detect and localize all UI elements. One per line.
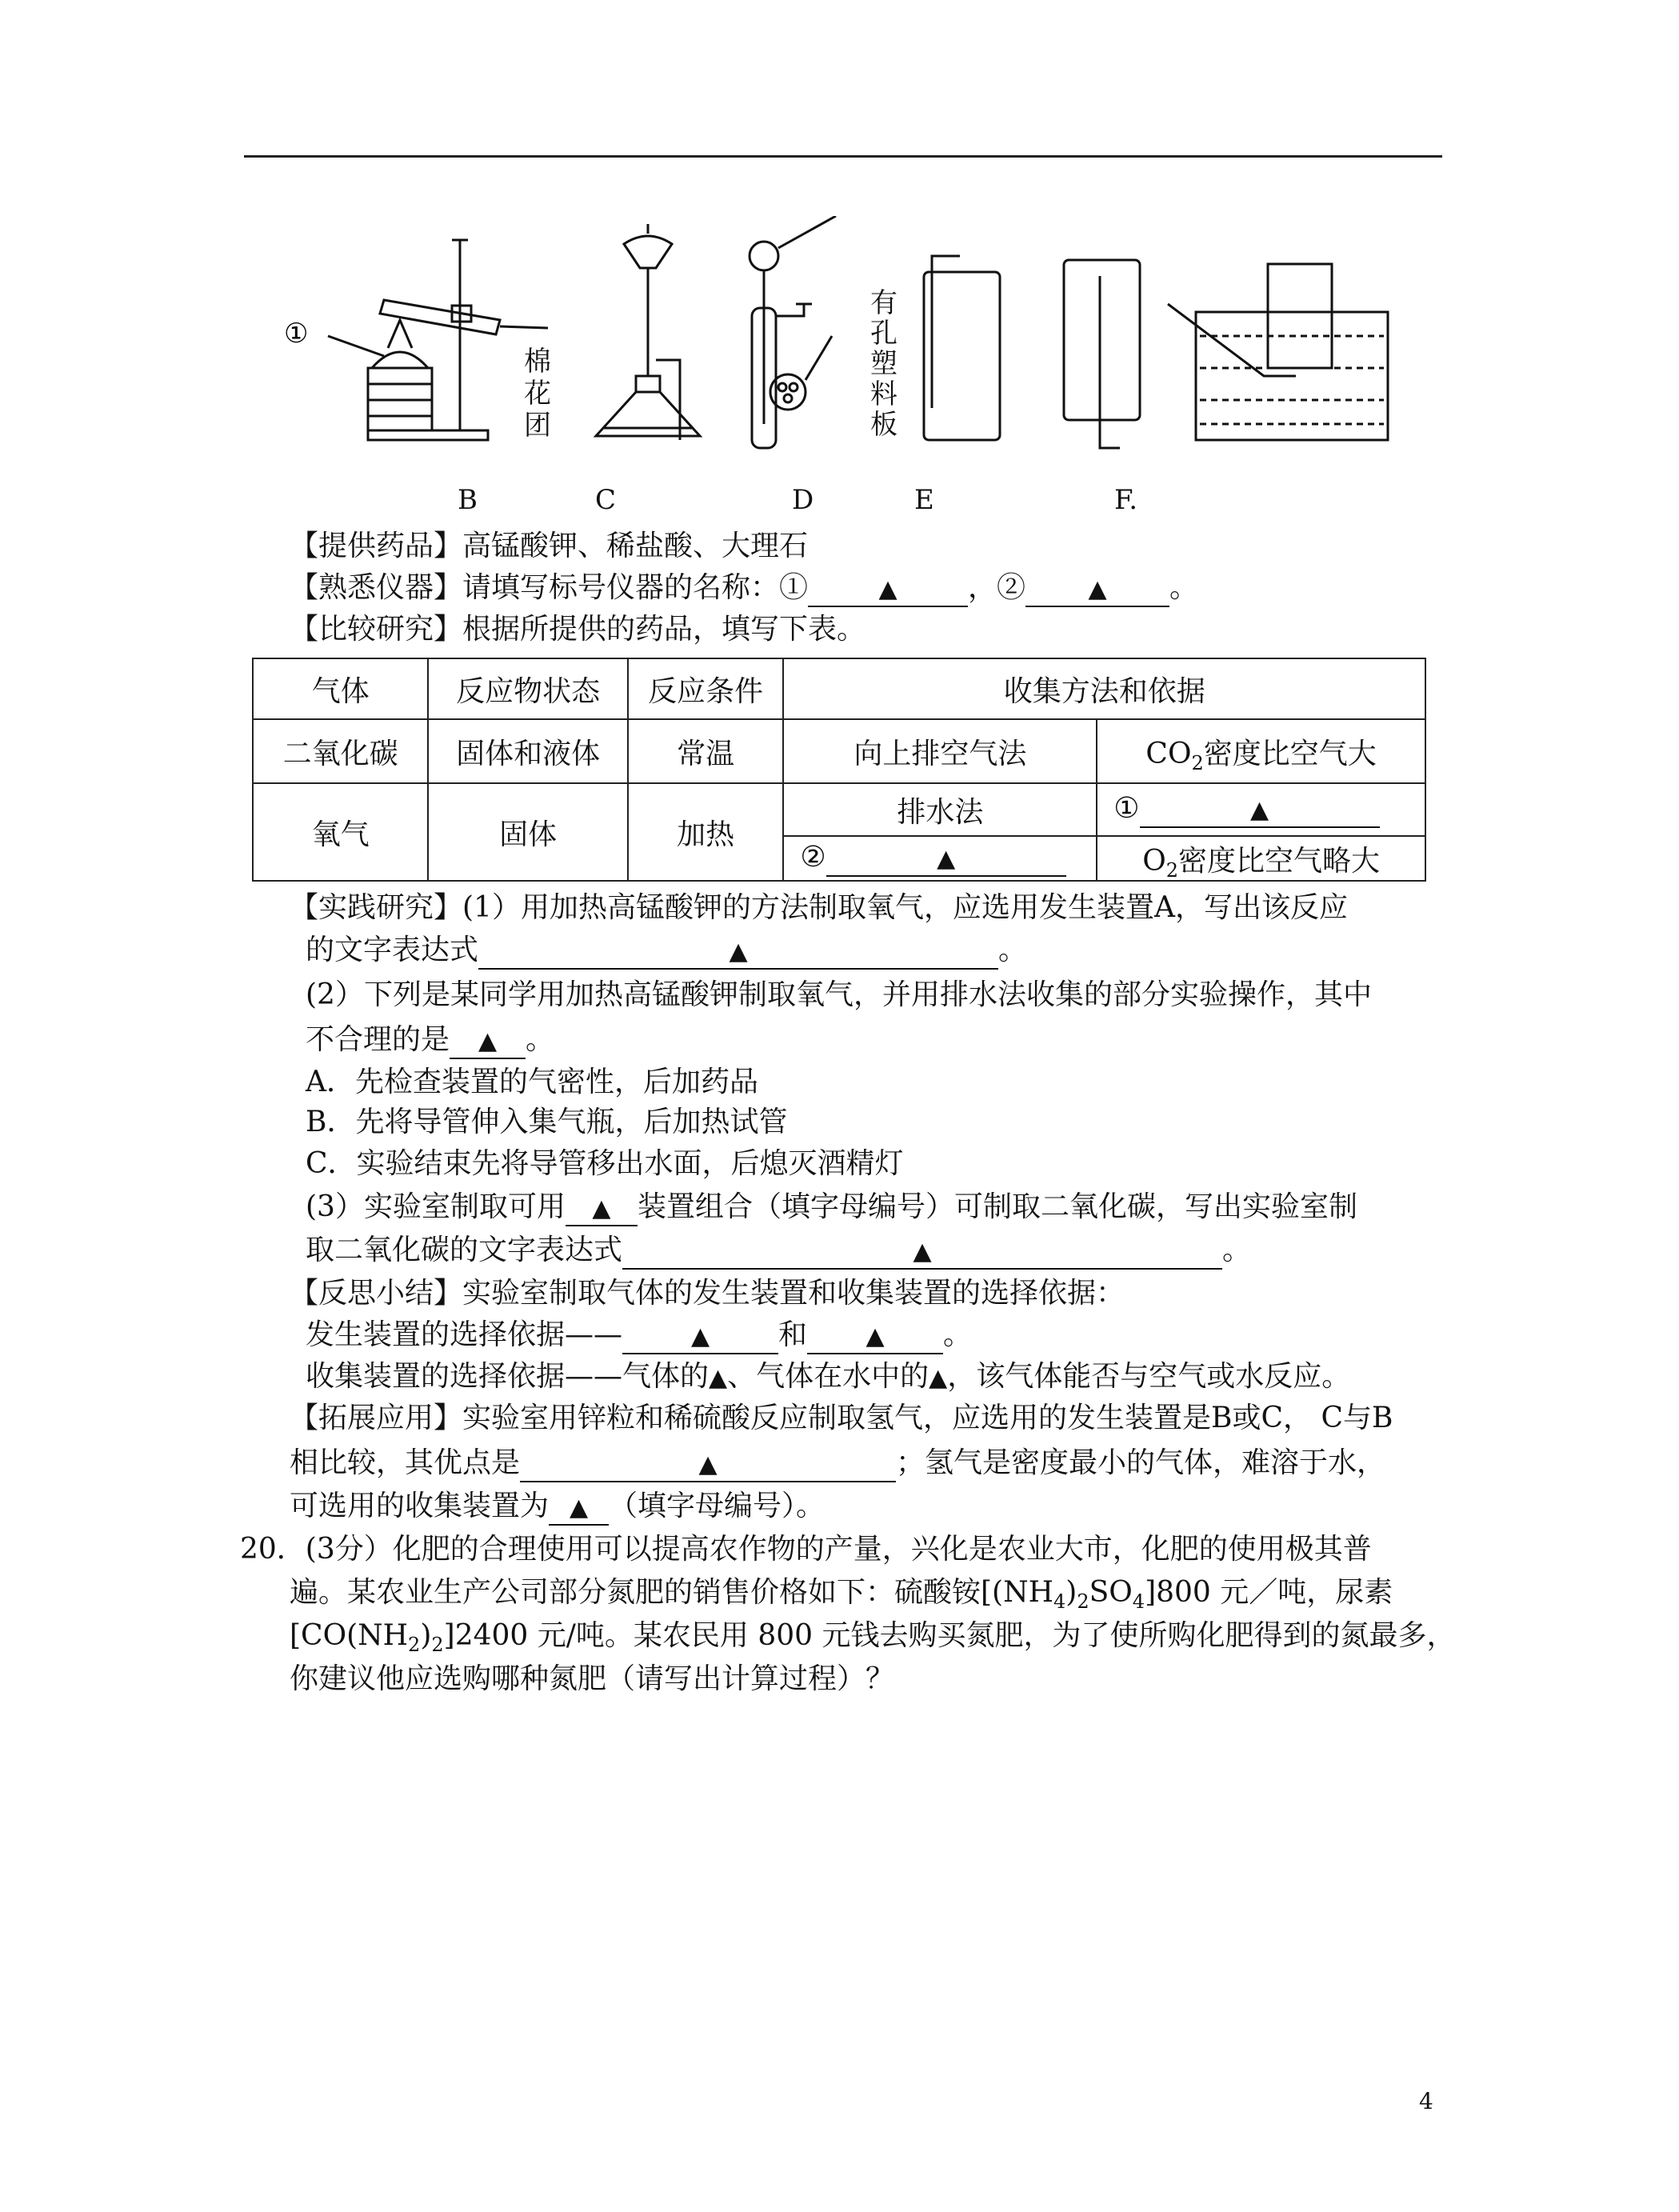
- cell-method: 向上排空气法: [783, 719, 1097, 783]
- practice-3-line-b: 取二氧化碳的文字表达式 ▲ 。: [306, 1232, 1251, 1270]
- cell-basis: $CO_2$密度比空气大: [1097, 719, 1425, 783]
- answer-blank-3[interactable]: ▲: [478, 934, 998, 970]
- header-rule: [244, 155, 1442, 158]
- label-circle-1: ①: [284, 318, 309, 350]
- option-b: B．先将导管伸入集气瓶，后加热试管: [306, 1106, 788, 1138]
- cell-method-blank[interactable]: ② ▲: [783, 836, 1097, 881]
- q20-line-a: 20．(3分）化肥的合理使用可以提高农作物的产量，兴化是农业大市，化肥的使用极其普: [240, 1533, 1372, 1566]
- table-header-row: [253, 658, 1425, 719]
- cell-gas: 二氧化碳: [253, 719, 428, 783]
- letter-d: D: [792, 484, 814, 516]
- page-number: 4: [1419, 2088, 1433, 2114]
- practice-3-line-a: (3）实验室制取可用 ▲ 装置组合（填字母编号）可制取二氧化碳，写出实验室制: [306, 1189, 1357, 1226]
- answer-blank-11[interactable]: ▲: [520, 1447, 896, 1482]
- col-basis: 收集装置的选择依据——气体的▲、气体在水中的▲，该气体能否与空气或水反应。: [306, 1360, 1351, 1393]
- answer-mark-9[interactable]: ▲: [709, 1364, 728, 1392]
- perforated-plate-label: 有孔塑料板: [870, 287, 897, 441]
- cell-condition: 加热: [628, 783, 784, 881]
- instruments-question: 【熟悉仪器】请填写标号仪器的名称：① ▲ ，② ▲ 。: [290, 570, 1198, 607]
- apparatus-c-test-tube: [750, 216, 836, 448]
- letter-e: E: [914, 484, 934, 516]
- reflect-heading: 【反思小结】实验室制取气体的发生装置和收集装置的选择依据：: [290, 1277, 1125, 1310]
- q20-line-b: 遍。某农业生产公司部分氮肥的销售价格如下：硫酸铵$[(NH_4)_2SO_4]800$ 元／吨，尿素: [290, 1576, 1393, 1614]
- letter-c: C: [595, 484, 617, 516]
- letter-f: F.: [1114, 484, 1138, 516]
- apparatus-f-water-trough: [1168, 264, 1388, 440]
- q20-line-d: 你建议他应选购哪种氮肥（请写出计算过程）？: [290, 1662, 895, 1695]
- cell-state: 固体: [428, 783, 627, 881]
- header-reactant-state: 反应物状态: [428, 658, 627, 719]
- answer-blank-6[interactable]: ▲: [622, 1234, 1222, 1270]
- answer-blank-4[interactable]: ▲: [450, 1024, 526, 1059]
- table-row-o2-a: [253, 783, 1425, 836]
- cell-basis: $O_2$密度比空气略大: [1097, 836, 1425, 881]
- cell-condition: 常温: [628, 719, 784, 783]
- apparatus-figure: [272, 216, 1440, 456]
- ext-line-b: 相比较，其优点是 ▲ ；氢气是密度最小的气体，难溶于水，: [290, 1445, 1385, 1482]
- answer-mark-10[interactable]: ▲: [929, 1364, 948, 1392]
- apparatus-b-flask-funnel: [596, 224, 700, 440]
- gen-basis: 发生装置的选择依据—— ▲ 和 ▲ 。: [306, 1317, 972, 1354]
- table-row-co2: [253, 719, 1425, 783]
- q20-line-c: $[CO(NH_2)_2]2400$ 元/吨。某农民用 800 元钱去购买氮肥，为了使所购化肥得到的氮最多，: [290, 1619, 1456, 1657]
- cell-gas: 氧气: [253, 783, 428, 881]
- apparatus-a-heating: [328, 240, 548, 440]
- answer-blank-7[interactable]: ▲: [622, 1319, 778, 1354]
- answer-blank-12[interactable]: ▲: [549, 1490, 609, 1526]
- letter-b: B: [458, 484, 478, 516]
- answer-blank-1[interactable]: ▲: [808, 572, 968, 607]
- answer-blank-8[interactable]: ▲: [807, 1319, 943, 1354]
- apparatus-e-inverted-jar: [1064, 260, 1140, 448]
- compare-instruction: 【比较研究】根据所提供的药品，填写下表。: [290, 613, 866, 646]
- answer-blank-2[interactable]: ▲: [1025, 572, 1169, 607]
- practice-1-line-a: 【实践研究】(1）用加热高锰酸钾的方法制取氧气，应选用发生装置A，写出该反应: [290, 891, 1348, 924]
- cell-method: 排水法: [783, 783, 1097, 836]
- header-collection: 收集方法和依据: [783, 658, 1425, 719]
- header-reaction-condition: 反应条件: [628, 658, 784, 719]
- provided-drugs: 【提供药品】高锰酸钾、稀盐酸、大理石: [290, 530, 809, 562]
- ext-line-a: 【拓展应用】实验室用锌粒和稀硫酸反应制取氢气，应选用的发生装置是B或C， C与B: [290, 1402, 1393, 1434]
- option-a: A．先检查装置的气密性，后加药品: [306, 1066, 758, 1098]
- practice-1-line-b: 的文字表达式 ▲ 。: [306, 932, 1027, 970]
- comparison-table: [252, 658, 1426, 882]
- cell-basis-blank[interactable]: ① ▲: [1097, 783, 1425, 836]
- practice-2-line-a: (2）下列是某同学用加热高锰酸钾制取氧气，并用排水法收集的部分实验操作，其中: [306, 978, 1372, 1011]
- cotton-label: 棉花团: [524, 346, 551, 442]
- apparatus-d-gas-jar: [924, 256, 1000, 440]
- answer-blank-5[interactable]: ▲: [566, 1191, 638, 1226]
- cell-state: 固体和液体: [428, 719, 627, 783]
- header-gas: 气体: [253, 658, 428, 719]
- option-c: C．实验结束先将导管移出水面，后熄灭酒精灯: [306, 1147, 904, 1180]
- practice-2-line-b: 不合理的是 ▲ 。: [306, 1022, 554, 1059]
- ext-line-c: 可选用的收集装置为 ▲ （填字母编号）。: [290, 1488, 825, 1526]
